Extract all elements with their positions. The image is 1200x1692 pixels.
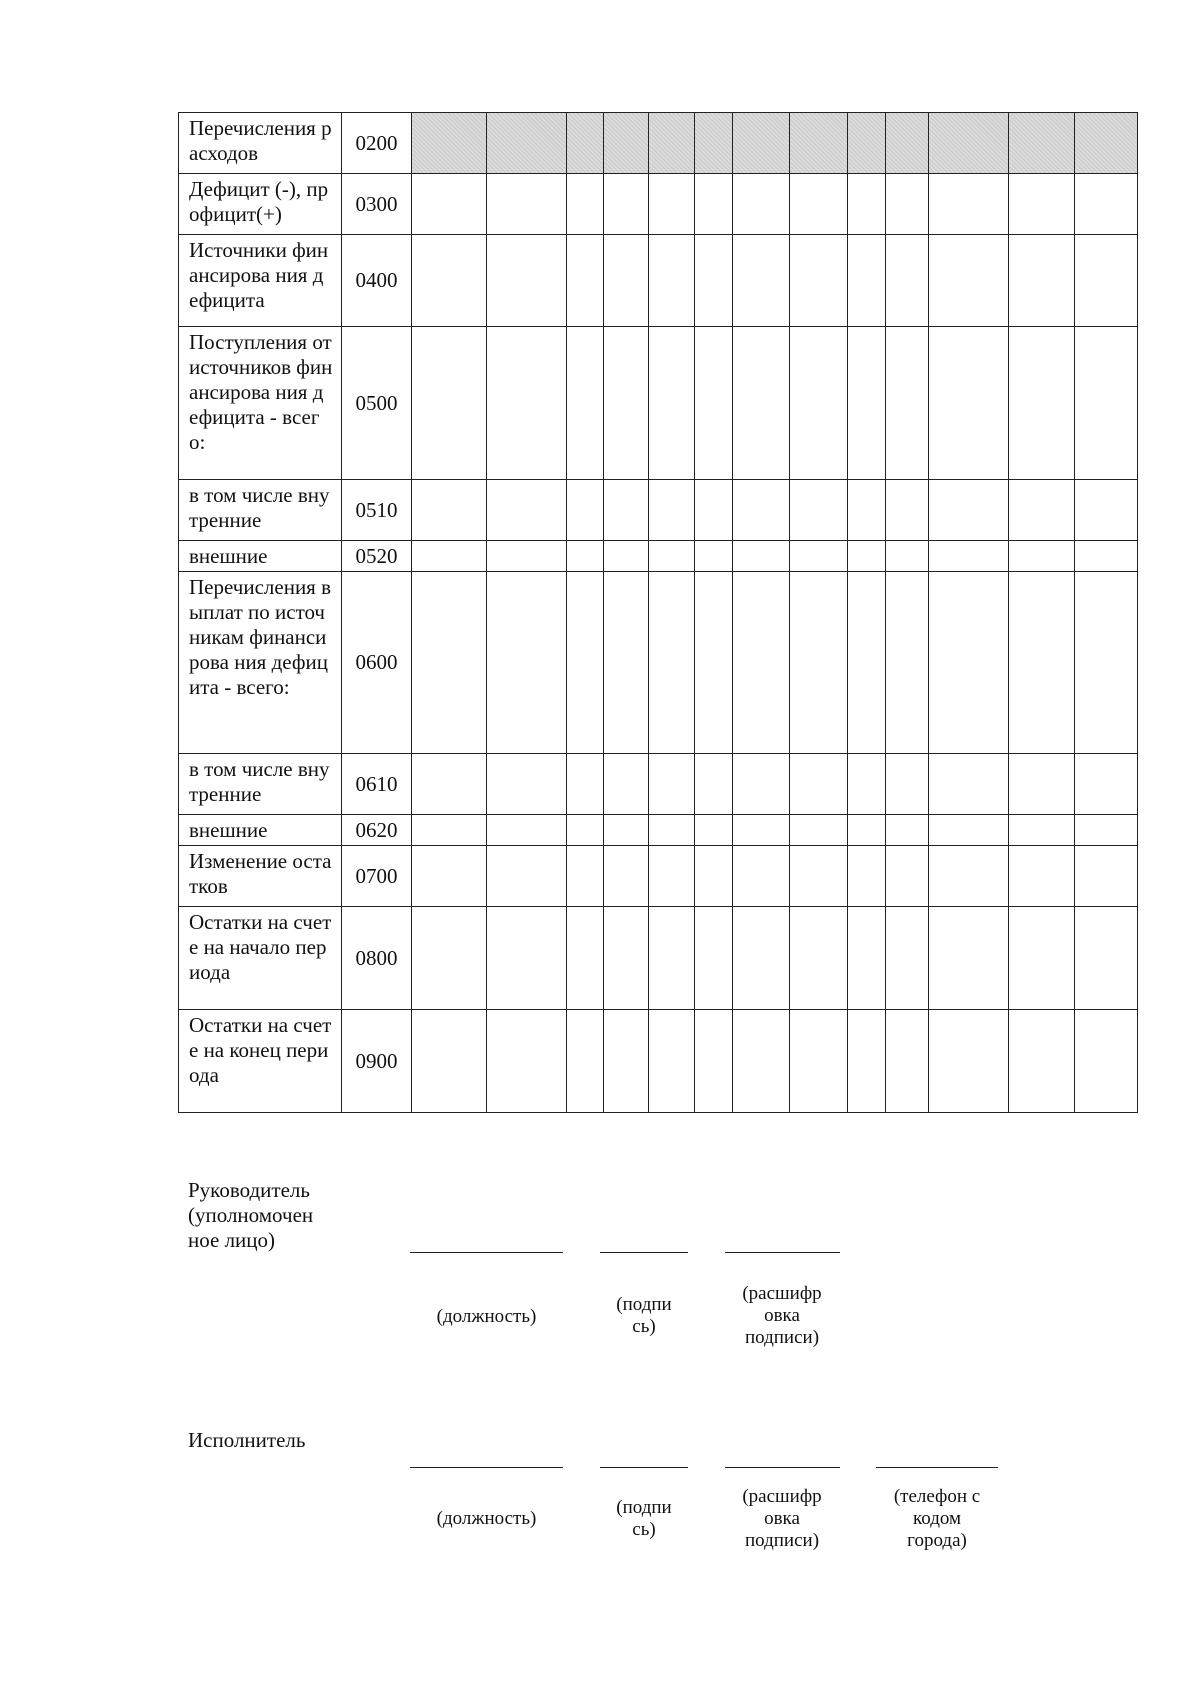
row-label: Остатки на счете на конец периода [179, 1010, 342, 1113]
value-cell[interactable] [732, 174, 789, 235]
value-cell[interactable] [928, 754, 1008, 815]
table-row [179, 480, 1138, 541]
head-position-line[interactable] [410, 1252, 563, 1253]
value-cell[interactable] [1074, 907, 1137, 1010]
value-cell[interactable] [732, 235, 789, 327]
row-label: в том числе внутренние [179, 754, 342, 815]
value-cell[interactable] [885, 907, 928, 1010]
value-cell[interactable] [732, 480, 789, 541]
value-cell[interactable] [412, 113, 486, 174]
value-cell[interactable] [1074, 754, 1137, 815]
row-label: внешние [179, 815, 342, 846]
value-cell[interactable] [412, 327, 486, 480]
value-cell[interactable] [694, 235, 732, 327]
value-cell[interactable] [928, 480, 1008, 541]
row-code: 0610 [341, 754, 411, 815]
value-cell[interactable] [885, 541, 928, 572]
value-cell[interactable] [486, 907, 566, 1010]
value-cell[interactable] [694, 846, 732, 907]
value-cell[interactable] [604, 572, 649, 754]
value-cell[interactable] [848, 815, 885, 846]
row-label: Перечисления выплат по источникам финансирова ния дефицита - всего: [179, 572, 342, 754]
value-cell[interactable] [885, 846, 928, 907]
value-cell[interactable] [1009, 235, 1074, 327]
value-cell[interactable] [732, 907, 789, 1010]
value-cell[interactable] [928, 327, 1008, 480]
value-cell[interactable] [732, 846, 789, 907]
value-cell[interactable] [885, 174, 928, 235]
value-cell[interactable] [649, 572, 694, 754]
value-cell[interactable] [486, 815, 566, 846]
value-cell[interactable] [566, 846, 603, 907]
row-label: Источники финансирова ния дефицита [179, 235, 342, 327]
row-code: 0400 [341, 235, 411, 327]
value-cell[interactable] [566, 572, 603, 754]
value-cell[interactable] [604, 113, 649, 174]
value-cell[interactable] [566, 754, 603, 815]
value-cell[interactable] [649, 235, 694, 327]
report-table [178, 112, 1138, 1113]
head-position-caption: (должность) [436, 1306, 537, 1327]
value-cell[interactable] [604, 815, 649, 846]
table-row [179, 113, 1138, 174]
value-cell[interactable] [1009, 907, 1074, 1010]
value-cell[interactable] [1009, 480, 1074, 541]
value-cell[interactable] [928, 846, 1008, 907]
value-cell[interactable] [790, 907, 848, 1010]
value-cell[interactable] [790, 174, 848, 235]
value-cell[interactable] [566, 174, 603, 235]
value-cell[interactable] [928, 235, 1008, 327]
table-row [179, 572, 1138, 754]
value-cell[interactable] [694, 1010, 732, 1113]
value-cell[interactable] [1009, 327, 1074, 480]
value-cell[interactable] [649, 480, 694, 541]
executor-title: Исполнитель [188, 1428, 306, 1452]
value-cell[interactable] [604, 235, 649, 327]
value-cell[interactable] [412, 846, 486, 907]
value-cell[interactable] [732, 815, 789, 846]
value-cell[interactable] [1009, 1010, 1074, 1113]
row-label: Поступления от источников финансирова ния дефицита - всего: [179, 327, 342, 480]
value-cell[interactable] [566, 113, 603, 174]
row-label: Остатки на счете на начало периода [179, 907, 342, 1010]
value-cell[interactable] [1009, 572, 1074, 754]
executor-phone-caption: (телефон с кодом города) [893, 1486, 981, 1551]
table-row [179, 541, 1138, 572]
value-cell[interactable] [928, 1010, 1008, 1113]
value-cell[interactable] [412, 174, 486, 235]
value-cell[interactable] [604, 907, 649, 1010]
value-cell[interactable] [790, 235, 848, 327]
row-code: 0510 [341, 480, 411, 541]
value-cell[interactable] [566, 235, 603, 327]
value-cell[interactable] [649, 113, 694, 174]
value-cell[interactable] [885, 815, 928, 846]
value-cell[interactable] [694, 113, 732, 174]
value-cell[interactable] [604, 754, 649, 815]
value-cell[interactable] [486, 541, 566, 572]
value-cell[interactable] [1009, 113, 1074, 174]
table-row [179, 327, 1138, 480]
value-cell[interactable] [848, 907, 885, 1010]
value-cell[interactable] [412, 541, 486, 572]
value-cell[interactable] [412, 754, 486, 815]
value-cell[interactable] [694, 815, 732, 846]
row-code: 0200 [341, 113, 411, 174]
value-cell[interactable] [694, 572, 732, 754]
value-cell[interactable] [566, 815, 603, 846]
value-cell[interactable] [732, 572, 789, 754]
value-cell[interactable] [928, 815, 1008, 846]
value-cell[interactable] [1074, 1010, 1137, 1113]
table-row [179, 174, 1138, 235]
value-cell[interactable] [885, 113, 928, 174]
value-cell[interactable] [694, 754, 732, 815]
value-cell[interactable] [649, 754, 694, 815]
value-cell[interactable] [566, 907, 603, 1010]
value-cell[interactable] [928, 113, 1008, 174]
row-label: в том числе внутренние [179, 480, 342, 541]
value-cell[interactable] [928, 907, 1008, 1010]
value-cell[interactable] [885, 754, 928, 815]
value-cell[interactable] [486, 754, 566, 815]
value-cell[interactable] [649, 907, 694, 1010]
value-cell[interactable] [732, 754, 789, 815]
value-cell[interactable] [885, 480, 928, 541]
value-cell[interactable] [566, 480, 603, 541]
value-cell[interactable] [566, 1010, 603, 1113]
value-cell[interactable] [1009, 754, 1074, 815]
value-cell[interactable] [790, 754, 848, 815]
value-cell[interactable] [694, 174, 732, 235]
value-cell[interactable] [1009, 815, 1074, 846]
value-cell[interactable] [412, 815, 486, 846]
executor-phone-line[interactable] [876, 1467, 998, 1468]
executor-signature-line[interactable] [600, 1467, 688, 1468]
table-row [179, 754, 1138, 815]
value-cell[interactable] [486, 1010, 566, 1113]
executor-decoding-caption: (расшифр овка подписи) [742, 1486, 822, 1551]
row-code: 0700 [341, 846, 411, 907]
value-cell[interactable] [848, 113, 885, 174]
value-cell[interactable] [486, 480, 566, 541]
table-row [179, 846, 1138, 907]
row-label: Дефицит (-), профицит(+) [179, 174, 342, 235]
row-code: 0520 [341, 541, 411, 572]
value-cell[interactable] [848, 754, 885, 815]
value-cell[interactable] [790, 480, 848, 541]
value-cell[interactable] [604, 541, 649, 572]
value-cell[interactable] [486, 174, 566, 235]
value-cell[interactable] [486, 846, 566, 907]
value-cell[interactable] [1074, 235, 1137, 327]
value-cell[interactable] [649, 327, 694, 480]
row-code: 0620 [341, 815, 411, 846]
value-cell[interactable] [1074, 572, 1137, 754]
value-cell[interactable] [649, 815, 694, 846]
value-cell[interactable] [848, 1010, 885, 1113]
value-cell[interactable] [486, 235, 566, 327]
value-cell[interactable] [1074, 815, 1137, 846]
value-cell[interactable] [848, 174, 885, 235]
value-cell[interactable] [885, 1010, 928, 1113]
row-code: 0900 [341, 1010, 411, 1113]
value-cell[interactable] [790, 541, 848, 572]
value-cell[interactable] [649, 541, 694, 572]
row-code: 0800 [341, 907, 411, 1010]
value-cell[interactable] [1009, 174, 1074, 235]
table-row [179, 1010, 1138, 1113]
value-cell[interactable] [649, 1010, 694, 1113]
head-decoding-line[interactable] [725, 1252, 840, 1253]
executor-decoding-line[interactable] [725, 1467, 840, 1468]
row-label: внешние [179, 541, 342, 572]
value-cell[interactable] [790, 327, 848, 480]
value-cell[interactable] [848, 480, 885, 541]
value-cell[interactable] [486, 572, 566, 754]
value-cell[interactable] [885, 327, 928, 480]
head-signature-caption: (подпи сь) [616, 1294, 672, 1337]
row-code: 0600 [341, 572, 411, 754]
row-code: 0300 [341, 174, 411, 235]
value-cell[interactable] [1074, 113, 1137, 174]
head-title: Руководитель (уполномочен ное лицо) [188, 1178, 314, 1252]
table-row [179, 815, 1138, 846]
value-cell[interactable] [649, 174, 694, 235]
value-cell[interactable] [848, 846, 885, 907]
value-cell[interactable] [1074, 480, 1137, 541]
value-cell[interactable] [649, 846, 694, 907]
value-cell[interactable] [604, 846, 649, 907]
value-cell[interactable] [732, 1010, 789, 1113]
value-cell[interactable] [604, 174, 649, 235]
value-cell[interactable] [732, 541, 789, 572]
value-cell[interactable] [1074, 174, 1137, 235]
value-cell[interactable] [1009, 846, 1074, 907]
value-cell[interactable] [732, 327, 789, 480]
value-cell[interactable] [604, 480, 649, 541]
value-cell[interactable] [848, 541, 885, 572]
table-row [179, 907, 1138, 1010]
value-cell[interactable] [412, 907, 486, 1010]
value-cell[interactable] [928, 572, 1008, 754]
value-cell[interactable] [790, 572, 848, 754]
row-code: 0500 [341, 327, 411, 480]
value-cell[interactable] [694, 327, 732, 480]
value-cell[interactable] [1074, 541, 1137, 572]
value-cell[interactable] [790, 846, 848, 907]
value-cell[interactable] [604, 1010, 649, 1113]
value-cell[interactable] [486, 327, 566, 480]
value-cell[interactable] [928, 174, 1008, 235]
value-cell[interactable] [412, 480, 486, 541]
head-signature-line[interactable] [600, 1252, 688, 1253]
value-cell[interactable] [694, 907, 732, 1010]
value-cell[interactable] [694, 480, 732, 541]
executor-signature-caption: (подпи сь) [616, 1497, 672, 1540]
value-cell[interactable] [848, 235, 885, 327]
table-row [179, 235, 1138, 327]
value-cell[interactable] [732, 113, 789, 174]
row-label: Перечисления расходов [179, 113, 342, 174]
value-cell[interactable] [885, 235, 928, 327]
value-cell[interactable] [412, 1010, 486, 1113]
value-cell[interactable] [604, 327, 649, 480]
value-cell[interactable] [790, 1010, 848, 1113]
value-cell[interactable] [790, 815, 848, 846]
value-cell[interactable] [486, 113, 566, 174]
value-cell[interactable] [694, 541, 732, 572]
value-cell[interactable] [412, 572, 486, 754]
value-cell[interactable] [1074, 846, 1137, 907]
executor-position-line[interactable] [410, 1467, 563, 1468]
value-cell[interactable] [790, 113, 848, 174]
value-cell[interactable] [928, 541, 1008, 572]
executor-position-caption: (должность) [436, 1508, 537, 1529]
value-cell[interactable] [412, 235, 486, 327]
value-cell[interactable] [848, 572, 885, 754]
value-cell[interactable] [566, 327, 603, 480]
head-decoding-caption: (расшифр овка подписи) [742, 1283, 822, 1348]
value-cell[interactable] [1009, 541, 1074, 572]
value-cell[interactable] [1074, 327, 1137, 480]
value-cell[interactable] [566, 541, 603, 572]
value-cell[interactable] [848, 327, 885, 480]
row-label: Изменение остатков [179, 846, 342, 907]
value-cell[interactable] [885, 572, 928, 754]
